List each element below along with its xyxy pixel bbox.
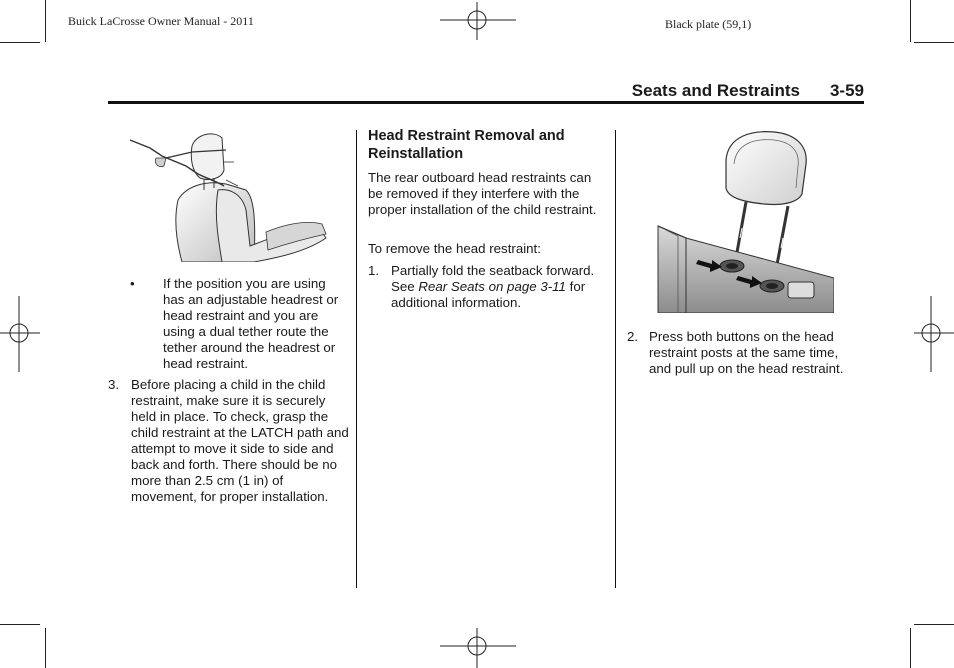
plate-right: Black plate (59,1) [665,17,752,31]
head-restraint-removal-illustration [656,130,834,313]
registration-mark-right [914,296,954,372]
registration-mark-top [440,2,516,42]
registration-mark-left [0,296,40,372]
running-header [632,81,864,101]
step-3-text: Before placing a child in the child restraint, make sure it is securely held in place. To check, grasp the child restraint at the LATCH path and attempt to move it side to side and back and forth. There should be no more than 2.5 cm (1 in) of movement, for proper installation. [131,377,349,504]
step-2-text: Press both buttons on the head restraint posts at the same time, and pull up on the head restraint. [649,329,844,376]
step-1-text [391,263,605,311]
column-divider-1 [356,130,357,588]
column-divider-2 [615,130,616,588]
page-number: 3-59 [829,81,864,100]
section-heading: Head Restraint Removal and Reinstallation [368,128,565,162]
step-1-text-post: for additional information. [391,279,586,310]
registration-mark-bottom [440,628,516,668]
bullet-text: If the position you are using has an adjustable headrest or head restraint and you are using a dual tether route the tether around the headrest or head restraint. [163,276,339,371]
paragraph-1: The rear outboard head restraints can be removed if they interfere with the proper installation of the child restraint. [368,170,597,217]
bullet-symbol: • [130,276,135,291]
rear-seats-link[interactable]: Rear Seats on page 3-11 [418,279,566,294]
step-1-text-pre: Partially fold the seatback forward. See [391,263,595,294]
plate-left: Buick LaCrosse Owner Manual - 2011 [68,14,254,28]
step-2-number: 2. [627,329,639,344]
step-1-number: 1. [368,263,380,278]
tether-headrest-illustration [126,128,328,262]
header-rule [108,101,864,104]
step-3-number: 3. [108,377,120,392]
paragraph-2: To remove the head restraint: [368,241,541,256]
section-name: Seats and Restraints [631,81,800,100]
